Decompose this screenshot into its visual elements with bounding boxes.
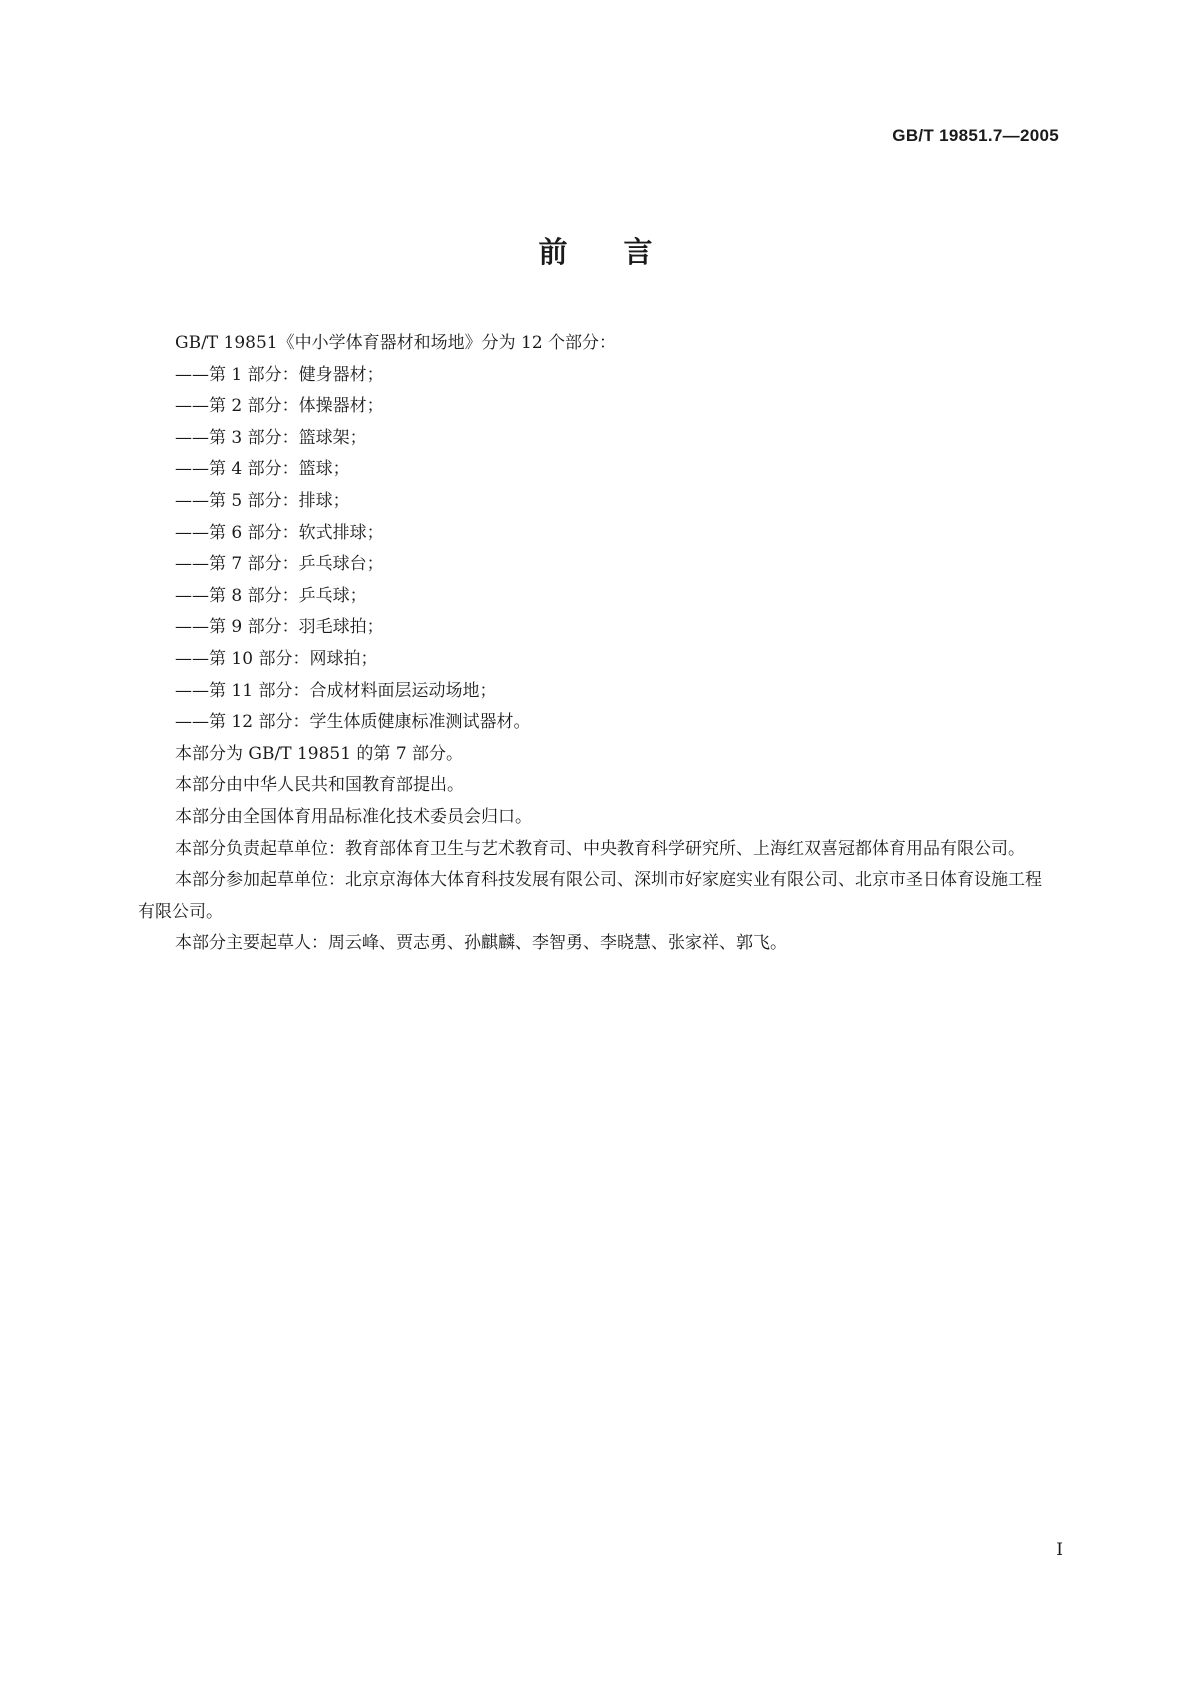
drafting-units-statement: 本部分负责起草单位：教育部体育卫生与艺术教育司、中央教育科学研究所、上海红双喜冠都体育用品有限公司。 bbox=[175, 838, 1025, 859]
part-of-statement: 本部分为 GB/T 19851 的第 7 部分。 bbox=[175, 743, 464, 764]
part-list-item: ——第 5 部分：排球； bbox=[175, 490, 350, 511]
part-list-item: ——第 7 部分：乒乓球台； bbox=[175, 554, 384, 575]
page-number: I bbox=[1056, 1540, 1063, 1560]
participating-units-statement: 本部分参加起草单位：北京京海体大体育科技发展有限公司、深圳市好家庭实业有限公司、北京市圣日体育设施工程有限公司。 bbox=[138, 870, 1042, 922]
part-list-item: ——第 6 部分：软式排球； bbox=[175, 522, 384, 543]
part-list-item: ——第 10 部分：网球拍； bbox=[175, 648, 378, 669]
part-list-item: ——第 9 部分：羽毛球拍； bbox=[175, 617, 384, 638]
part-list-item: ——第 3 部分：篮球架； bbox=[175, 427, 367, 448]
part-list-item: ——第 2 部分：体操器材； bbox=[175, 396, 384, 417]
part-list-item: ——第 1 部分：健身器材； bbox=[175, 364, 384, 385]
part-list-item: ——第 8 部分：乒乓球； bbox=[175, 585, 367, 606]
intro-paragraph: GB/T 19851《中小学体育器材和场地》分为 12 个部分： bbox=[175, 333, 617, 353]
standard-number: GB/T 19851.7—2005 bbox=[892, 126, 1059, 145]
managed-by-statement: 本部分由全国体育用品标准化技术委员会归口。 bbox=[175, 806, 532, 827]
part-list-item: ——第 4 部分：篮球； bbox=[175, 459, 350, 480]
page-title: 前言 bbox=[538, 235, 709, 269]
document-body bbox=[138, 328, 1055, 960]
part-list-item: ——第 12 部分：学生体质健康标准测试器材。 bbox=[175, 712, 531, 733]
proposed-by-statement: 本部分由中华人民共和国教育部提出。 bbox=[175, 775, 464, 796]
part-list-item: ——第 11 部分：合成材料面层运动场地； bbox=[175, 680, 497, 701]
main-drafters-statement: 本部分主要起草人：周云峰、贾志勇、孙麒麟、李智勇、李晓慧、张家祥、郭飞。 bbox=[175, 933, 787, 954]
